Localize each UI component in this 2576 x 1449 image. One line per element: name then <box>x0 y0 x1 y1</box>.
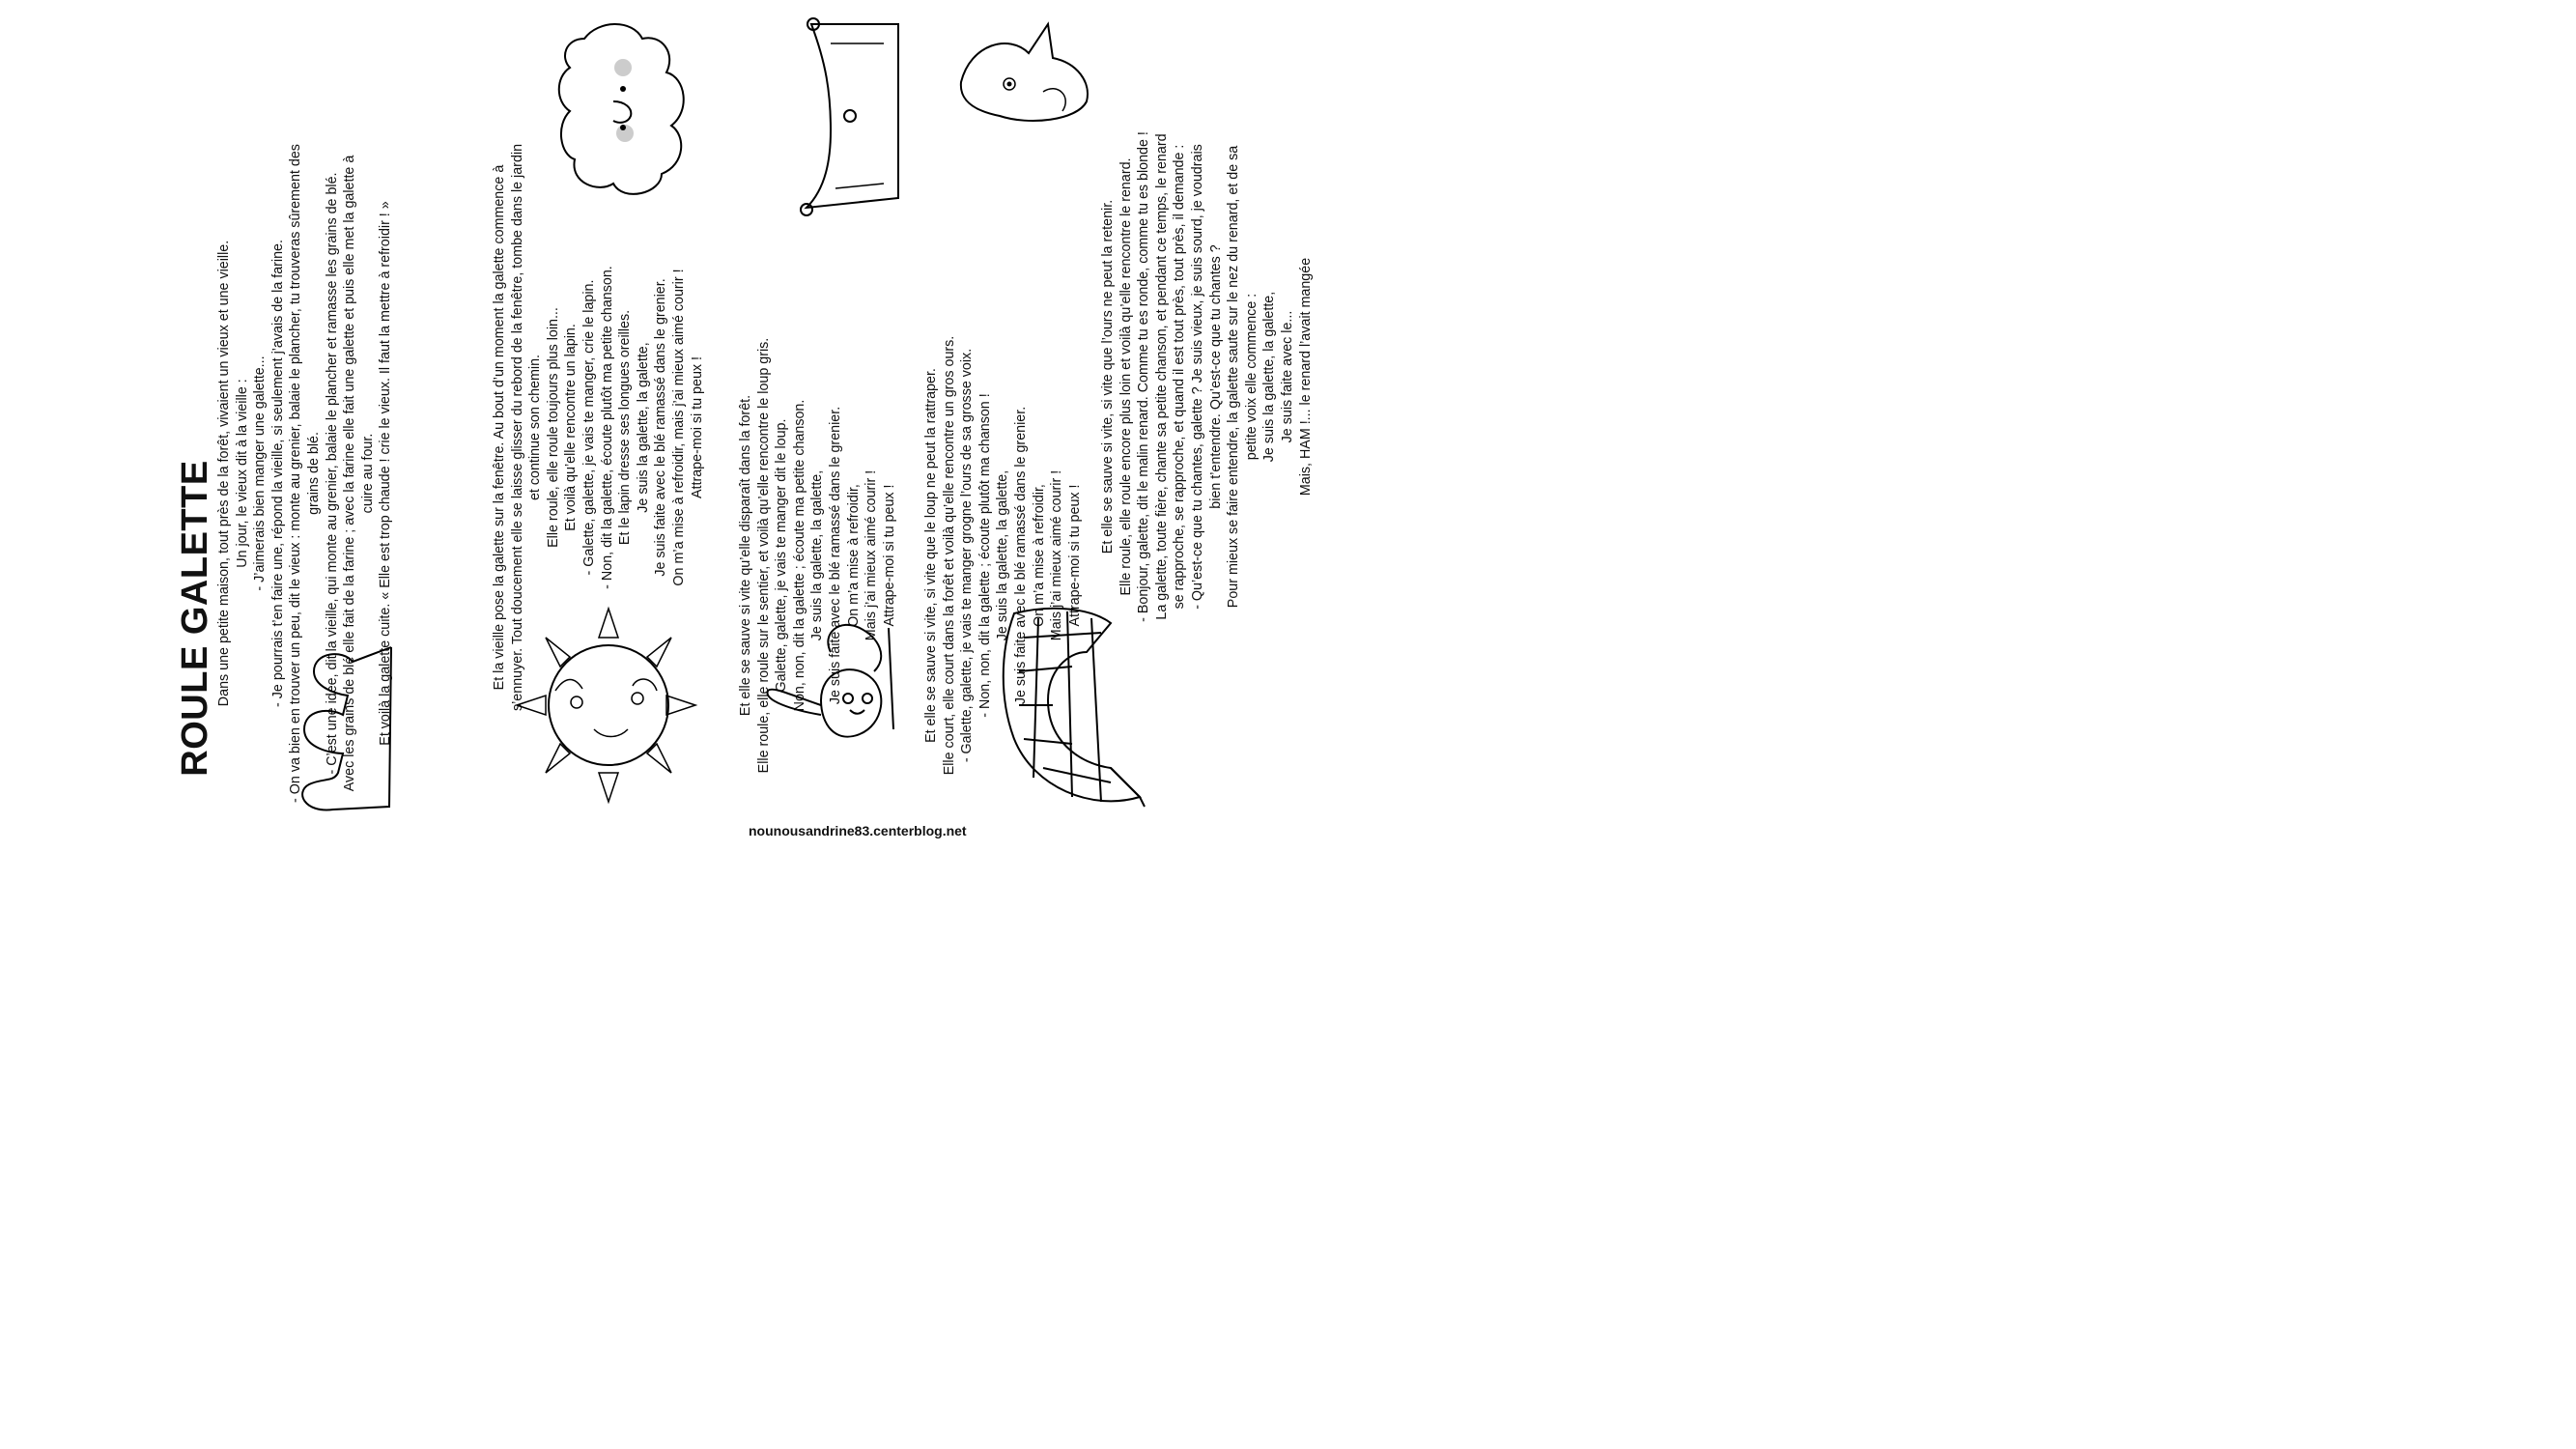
story-line: Mais j’ai mieux aimé courir ! <box>863 469 880 641</box>
story-line: - Qu’est-ce que tu chantes, galette ? Je suis vieux, je suis sourd, je voudrais bien t’entendre. Qu’est-ce que tu chantes ? <box>1189 144 1224 610</box>
story-line: Je suis faite avec le... <box>1279 310 1295 443</box>
story-line: On m’a mise à refroidir, <box>845 484 862 627</box>
galette-slice-drawing <box>995 594 1145 811</box>
story-line: Je suis la galette, la galette, <box>809 469 826 641</box>
story-line: - J’aimerais bien manger une galette... <box>252 355 269 591</box>
story-line: Et voilà la galette cuite. « Elle est trop chaude ! crie le vieux. Il faut la mettre à refroidir ! » <box>378 201 394 746</box>
story-line: Dans une petite maison, tout près de la forêt, vivaient un vieux et une vieille. <box>216 240 232 707</box>
crown-drawing <box>275 638 410 821</box>
story-line: On m’a mise à refroidir, <box>1031 484 1047 627</box>
story-line: - Non, non, dit la galette ; écoute plutôt ma chanson ! <box>977 393 993 718</box>
story-line: Je suis faite avec le blé ramassé dans le grenier. <box>653 278 669 577</box>
story-line: Elle roule, elle roule encore plus loin et voilà qu’elle rencontre le renard. <box>1118 157 1134 596</box>
bunny-drawing <box>763 613 908 768</box>
story-line: - C’est une idée, dit la vieille, qui monte au grenier, balaie le plancher et ramasse les grains de blé. <box>324 172 340 775</box>
story-line: Elle roule, elle roule toujours plus loin... <box>545 307 561 548</box>
story-line: - Non, dit la galette, écoute plutôt ma petite chanson. <box>599 266 615 589</box>
cloud-drawing <box>555 19 691 203</box>
story-line: Attrape-moi si tu peux ! <box>1066 484 1083 627</box>
story-line: Avec les grains de blé elle fait de la farine ; avec la farine elle fait une galette et puis elle met la galette à cuire au four. <box>342 155 376 792</box>
story-line: Je suis la galette, la galette, <box>635 342 651 513</box>
story-line: Elle roule, elle roule sur le sentier, et voilà qu’elle rencontre le loup gris. <box>755 337 772 774</box>
story-line: Attrape-moi si tu peux ! <box>689 356 705 499</box>
story-line: Mais, HAM !... le renard l’avait mangée <box>1297 257 1314 497</box>
fox-drawing <box>951 5 1096 126</box>
story-block-5 <box>1099 130 1315 623</box>
story-line: Je suis faite avec le blé ramassé dans le grenier. <box>1012 406 1029 705</box>
story-line: Et elle se sauve si vite qu’elle disparaît dans la forêt. <box>738 394 753 717</box>
page-title: ROULE GALETTE <box>175 460 215 777</box>
story-line: Galette, galette, je vais te manger dit le loup. <box>774 418 790 693</box>
story-line: Je suis la galette, la galette, <box>1261 291 1278 463</box>
story-line: - Galette, galette, je vais te manger grogne l’ours de sa grosse voix. <box>959 348 976 763</box>
story-line: Un jour, le vieux dit à la vieille : <box>234 379 250 568</box>
story-line: Et le lapin dresse ses longues oreilles. <box>617 309 634 546</box>
crown-drawing-top <box>792 5 908 222</box>
story-line: Pour mieux se faire entendre, la galette saute sur le nez du renard, et de sa petite voix elle commence : <box>1226 145 1260 609</box>
footer-url: nounousandrine83.centerblog.net <box>749 823 967 838</box>
coloring-page <box>0 0 1499 843</box>
story-line: Non, non, dit la galette ; écoute ma petite chanson. <box>791 399 807 712</box>
story-line: La galette, toute fière, chante sa petite chanson, et pendant ce temps, le renard se rapproche, se rapproche, et quand il est tout près, tout près, il demande : <box>1153 133 1188 620</box>
story-line: Et la vieille pose la galette sur la fenêtre. Au bout d’un moment la galette commence à s’ennuyer. Tout doucement elle se laisse glisser du rebord de la fenêtre, tombe dans le jardin et continue son chemin. <box>492 143 544 712</box>
sun-drawing <box>517 594 695 811</box>
story-line: - Je pourrais t’en faire une, répond la vieille, si seulement j’avais de la farine. <box>269 240 286 707</box>
story-line: Attrape-moi si tu peux ! <box>881 484 897 627</box>
story-line: Elle court, elle court dans la forêt et voilà qu’elle rencontre un gros ours. <box>941 335 957 776</box>
story-line: Et voilà qu’elle rencontre un lapin. <box>563 324 580 531</box>
story-line: Et elle se sauve si vite, si vite que le loup ne peut la rattraper. <box>923 368 939 743</box>
story-line: Je suis faite avec le blé ramassé dans le grenier. <box>827 406 843 705</box>
story-line: On m’a mise à refroidir, mais j’ai mieux aimé courir ! <box>670 269 687 586</box>
story-line: Je suis la galette, la galette, <box>995 469 1011 641</box>
story-line: - Bonjour, galette, dit le malin renard. Comme tu es ronde, comme tu es blonde ! <box>1136 131 1152 622</box>
story-line: Et elle se sauve si vite, si vite que l’ours ne peut la retenir. <box>1100 199 1116 554</box>
story-line: - Galette, galette, je vais te manger, crie le lapin. <box>580 279 597 576</box>
story-line: Mais j’ai mieux aimé courir ! <box>1049 469 1065 641</box>
story-line: - On va bien en trouver un peu, dit le vieux : monte au grenier, balaie le plancher, tu trouveras sûrement des grains de blé. <box>288 144 322 803</box>
